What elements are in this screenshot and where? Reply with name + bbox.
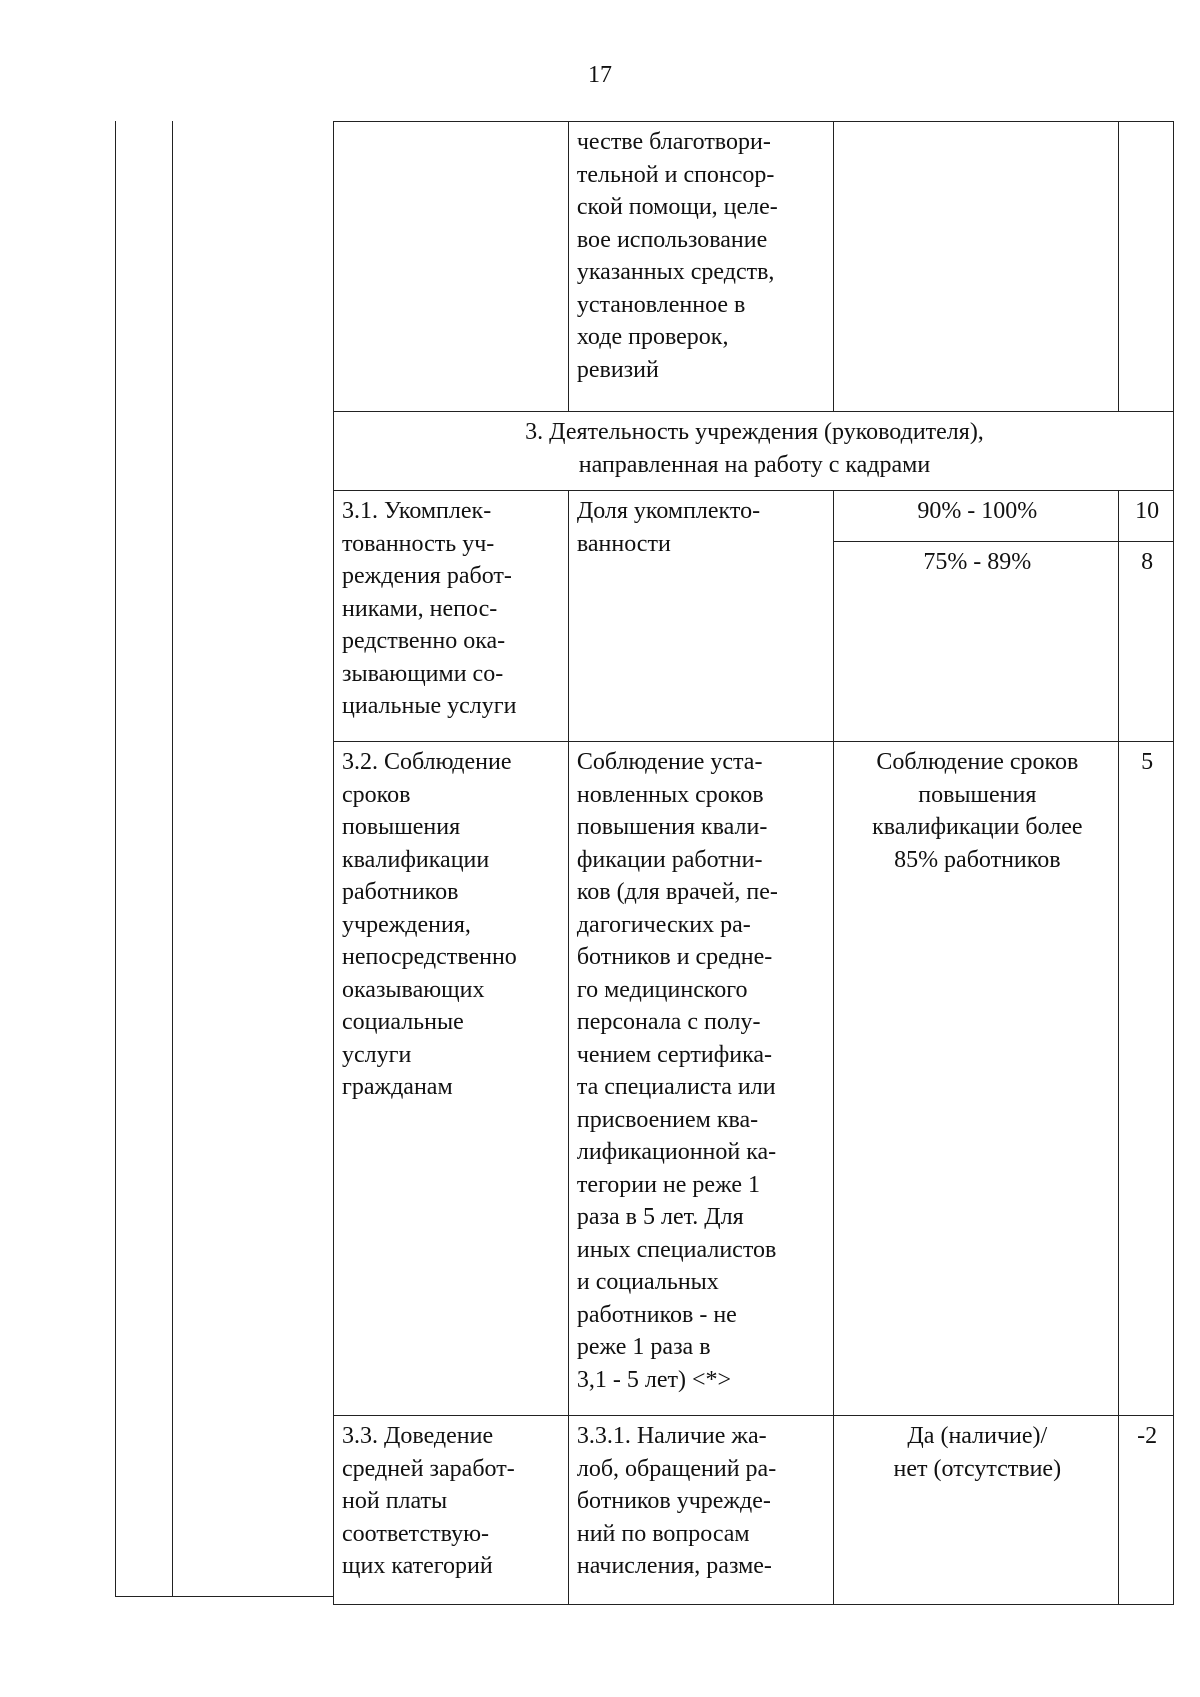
- value-cell: 75% - 89%: [834, 542, 1119, 742]
- section-heading: 3. Деятельность учреждения (руководителя), направленная на работу с кадрами: [334, 412, 1174, 491]
- criterion-cell: 3.3. Доведение средней заработ- ной платы соответствую- щих категорий: [334, 1416, 569, 1605]
- indicator-cell: Соблюдение уста- новленных сроков повышения квали- фикации работни- ков (для врачей, пе- дагогических ра- ботников и средне- го медицинского персонала с полу- чением сертифика- та специалиста или присвоением ква- лификационной ка- тегории не реже 1 раза в 5 лет. Для иных специалистов и социальных работников - не реже 1 раза в 3,1 - 5 лет) <*>: [568, 742, 833, 1416]
- points-cell: -2: [1119, 1416, 1174, 1605]
- points-cell: [1119, 122, 1174, 412]
- bottom-border-line: [115, 1596, 333, 1597]
- criteria-table: [333, 121, 1174, 1605]
- points-cell: 8: [1119, 542, 1174, 742]
- table-row-continuation: [334, 122, 1174, 412]
- page-number: 17: [588, 62, 612, 88]
- table-row-3-2: [334, 742, 1174, 1416]
- value-cell: 90% - 100%: [834, 491, 1119, 542]
- criterion-cell: 3.2. Соблюдение сроков повышения квалификации работников учреждения, непосредственно оказывающих социальные услуги гражданам: [334, 742, 569, 1416]
- value-cell: [834, 122, 1119, 412]
- value-cell: Соблюдение сроков повышения квалификации более 85% работников: [834, 742, 1119, 1416]
- indicator-cell: 3.3.1. Наличие жа- лоб, обращений ра- ботников учрежде- ний по вопросам начисления, разме-: [568, 1416, 833, 1605]
- points-cell: 5: [1119, 742, 1174, 1416]
- points-cell: 10: [1119, 491, 1174, 542]
- criterion-cell: [334, 122, 569, 412]
- criterion-cell: 3.1. Укомплек- тованность уч- реждения работ- никами, непос- редственно ока- зывающими со- циальные услуги: [334, 491, 569, 742]
- value-cell: Да (наличие)/ нет (отсутствие): [834, 1416, 1119, 1605]
- indicator-cell: честве благотвори- тельной и спонсор- ской помощи, целе- вое использование указанных средств, установленное в ходе проверок, ревизий: [568, 122, 833, 412]
- table-row-3-1: [334, 491, 1174, 542]
- left-border-line: [115, 121, 116, 1597]
- indicator-cell: Доля укомплекто- ванности: [568, 491, 833, 742]
- table-row-3-3: [334, 1416, 1174, 1605]
- column-divider-line: [172, 121, 173, 1597]
- section-heading-row: [334, 412, 1174, 491]
